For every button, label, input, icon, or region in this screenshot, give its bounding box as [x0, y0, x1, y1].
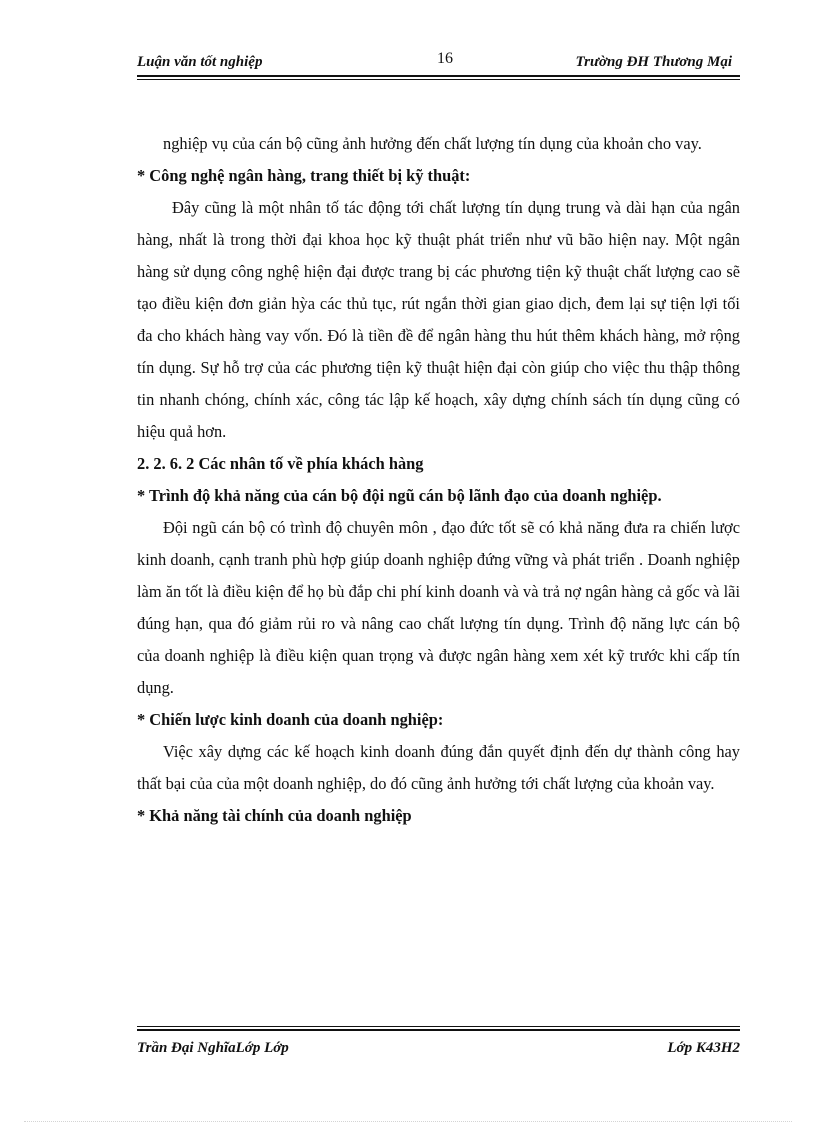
page-edge-divider: [24, 1121, 792, 1122]
footer-rule-thick: [137, 1029, 740, 1031]
heading-financial-capacity: * Khả năng tài chính của doanh nghiệp: [137, 806, 412, 825]
header-thesis-label: Luận văn tốt nghiệp: [137, 54, 263, 70]
header-rule-thick: [137, 75, 740, 77]
heading-business-strategy: * Chiến lược kinh doanh của doanh nghiệp:: [137, 710, 444, 729]
paragraph-technology: Đây cũng là một nhân tố tác động tới chất lượng tín dụng trung và dài hạn của ngân hàng, nhất là trong thời đại khoa học kỹ thuật phát triển như vũ bão hiện nay. Một ngân hàng sử dụng công nghệ hiện đại được trang bị các phương tiện kỹ thuật chất lượng cao sẽ tạo điều kiện đơn giản hỳa các thủ tục, rút ngắn thời gian giao dịch, đem lại sự tiện lợi tối đa cho khách hàng vay vốn. Đó là tiền đề để ngân hàng thu hút thêm khách hàng, mở rộng tín dụng. Sự hỗ trợ của các phương tiện kỹ thuật hiện đại còn giúp cho việc thu thập thông tin nhanh chóng, chính xác, công tác lập kế hoạch, xây dựng chính sách tín dụng cũng có hiệu quả hơn.: [137, 198, 740, 441]
paragraph-business-strategy: Việc xây dựng các kế hoạch kinh doanh đúng đắn quyết định đến dự thành công hay thất bại của của một doanh nghiệp, do đó cũng ảnh hưởng tới chất lượng của khoản vay.: [137, 742, 740, 793]
footer-class: Lớp K43H2: [667, 1040, 740, 1056]
header-university-label: Trường ĐH Thương Mại: [575, 54, 732, 70]
heading-management-capacity: * Trình độ khả năng của cán bộ đội ngũ cán bộ lãnh đạo của doanh nghiệp.: [137, 486, 662, 505]
body-text: [137, 128, 740, 832]
page-number: 16: [437, 50, 453, 67]
header-rule-thin: [137, 79, 740, 80]
heading-technology: * Công nghệ ngân hàng, trang thiết bị kỹ thuật:: [137, 166, 471, 185]
paragraph-continuation: nghiệp vụ của cán bộ cũng ảnh hưởng đến chất lượng tín dụng của khoản cho vay.: [163, 134, 702, 153]
section-heading-customer-factors: 2. 2. 6. 2 Các nhân tố về phía khách hàng: [137, 454, 424, 473]
footer-rule-thin: [137, 1026, 740, 1027]
paragraph-management-capacity: Đội ngũ cán bộ có trình độ chuyên môn , đạo đức tốt sẽ có khả năng đưa ra chiến lược kinh doanh, cạnh tranh phù hợp giúp doanh nghiệp đứng vững và phát triển . Doanh nghiệp làm ăn tốt là điều kiện để họ bù đắp chi phí kinh doanh và và trả nợ ngân hàng cả gốc và lãi đúng hạn, qua đó giảm rủi ro và nâng cao chất lượng tín dụng. Trình độ năng lực cán bộ của doanh nghiệp là điều kiện quan trọng và được ngân hàng xem xét kỹ trước khi cấp tín dụng.: [137, 518, 740, 697]
footer-author: Trần Đại NghĩaLớp Lớp: [137, 1040, 289, 1056]
